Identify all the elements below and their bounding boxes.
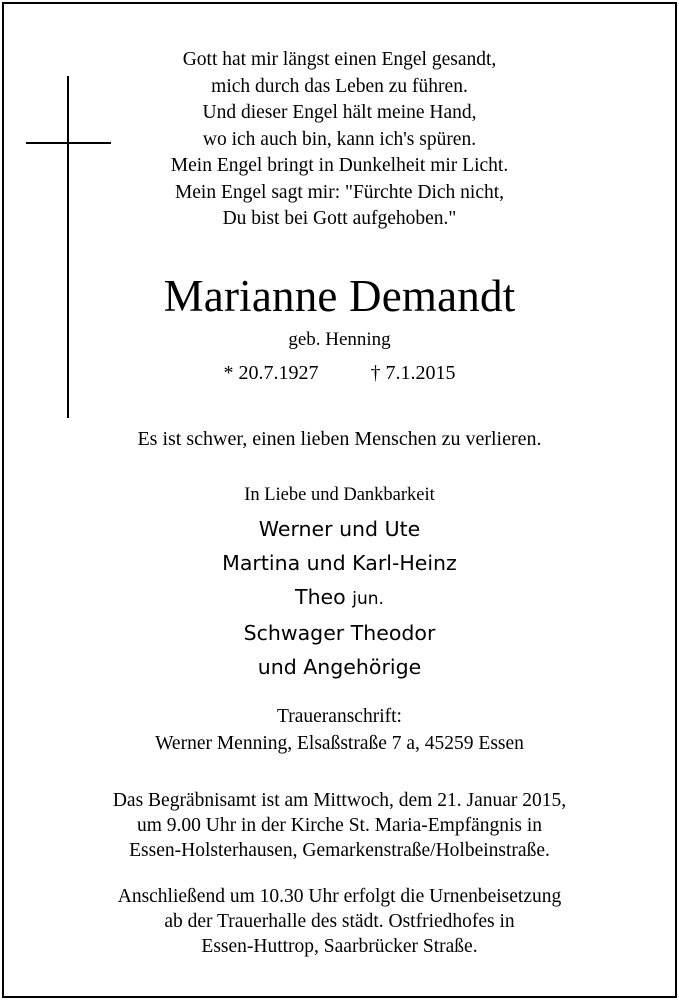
mourner-line: Schwager Theodor <box>243 621 436 645</box>
mourners-list <box>0 512 679 684</box>
poem-line: Und dieser Engel hält meine Hand, <box>202 102 477 123</box>
urn-line: Essen-Huttrop, Saarbrücker Straße. <box>201 936 478 957</box>
urn-line: ab der Trauerhalle des städt. Ostfriedhofes in <box>164 911 515 932</box>
poem-line: Mein Engel sagt mir: "Fürchte Dich nicht, <box>174 181 505 203</box>
death-date: † 7.1.2015 <box>370 362 456 384</box>
poem-line: Du bist bei Gott aufgehoben." <box>222 208 457 229</box>
address-label: Traueranschrift: <box>277 706 402 727</box>
urn-line: Anschließend um 10.30 Uhr erfolgt die Urnenbeisetzung <box>117 886 562 907</box>
poem-line: Mein Engel bringt in Dunkelheit mir Licht. <box>170 155 509 176</box>
mourner-line: Werner und Ute <box>258 517 421 541</box>
mourner-line: und Angehörige <box>257 655 422 679</box>
mourning-address <box>0 704 679 757</box>
funeral-line: um 9.00 Uhr in der Kirche St. Maria-Empfängnis in <box>136 815 543 836</box>
urn-burial-info <box>0 884 679 959</box>
poem-line: mich durch das Leben zu führen. <box>211 75 468 97</box>
deceased-name: Marianne Demandt <box>163 271 516 321</box>
mourner-suffix: jun. <box>352 589 384 609</box>
mourner-line: Martina und Karl-Heinz <box>222 551 457 575</box>
poem-line: wo ich auch bin, kann ich's spüren. <box>202 128 477 150</box>
funeral-info <box>0 788 679 863</box>
mourners-intro: In Liebe und Dankbarkeit <box>244 485 435 505</box>
poem <box>0 47 679 233</box>
address-value: Werner Menning, Elsaßstraße 7 a, 45259 Essen <box>155 732 524 754</box>
birth-date: * 20.7.1927 <box>223 362 319 384</box>
funeral-line: Das Begräbnisamt ist am Mittwoch, dem 21. Januar 2015, <box>112 790 567 811</box>
funeral-line: Essen-Holsterhausen, Gemarkenstraße/Holbeinstraße. <box>129 840 550 861</box>
life-dates <box>0 360 679 386</box>
mourner-line <box>0 580 679 616</box>
motto: Es ist schwer, einen lieben Menschen zu verlieren. <box>137 428 542 450</box>
birth-name: geb. Henning <box>288 329 391 350</box>
poem-line: Gott hat mir längst einen Engel gesandt, <box>182 49 497 70</box>
mourner-name: Theo <box>295 585 346 609</box>
